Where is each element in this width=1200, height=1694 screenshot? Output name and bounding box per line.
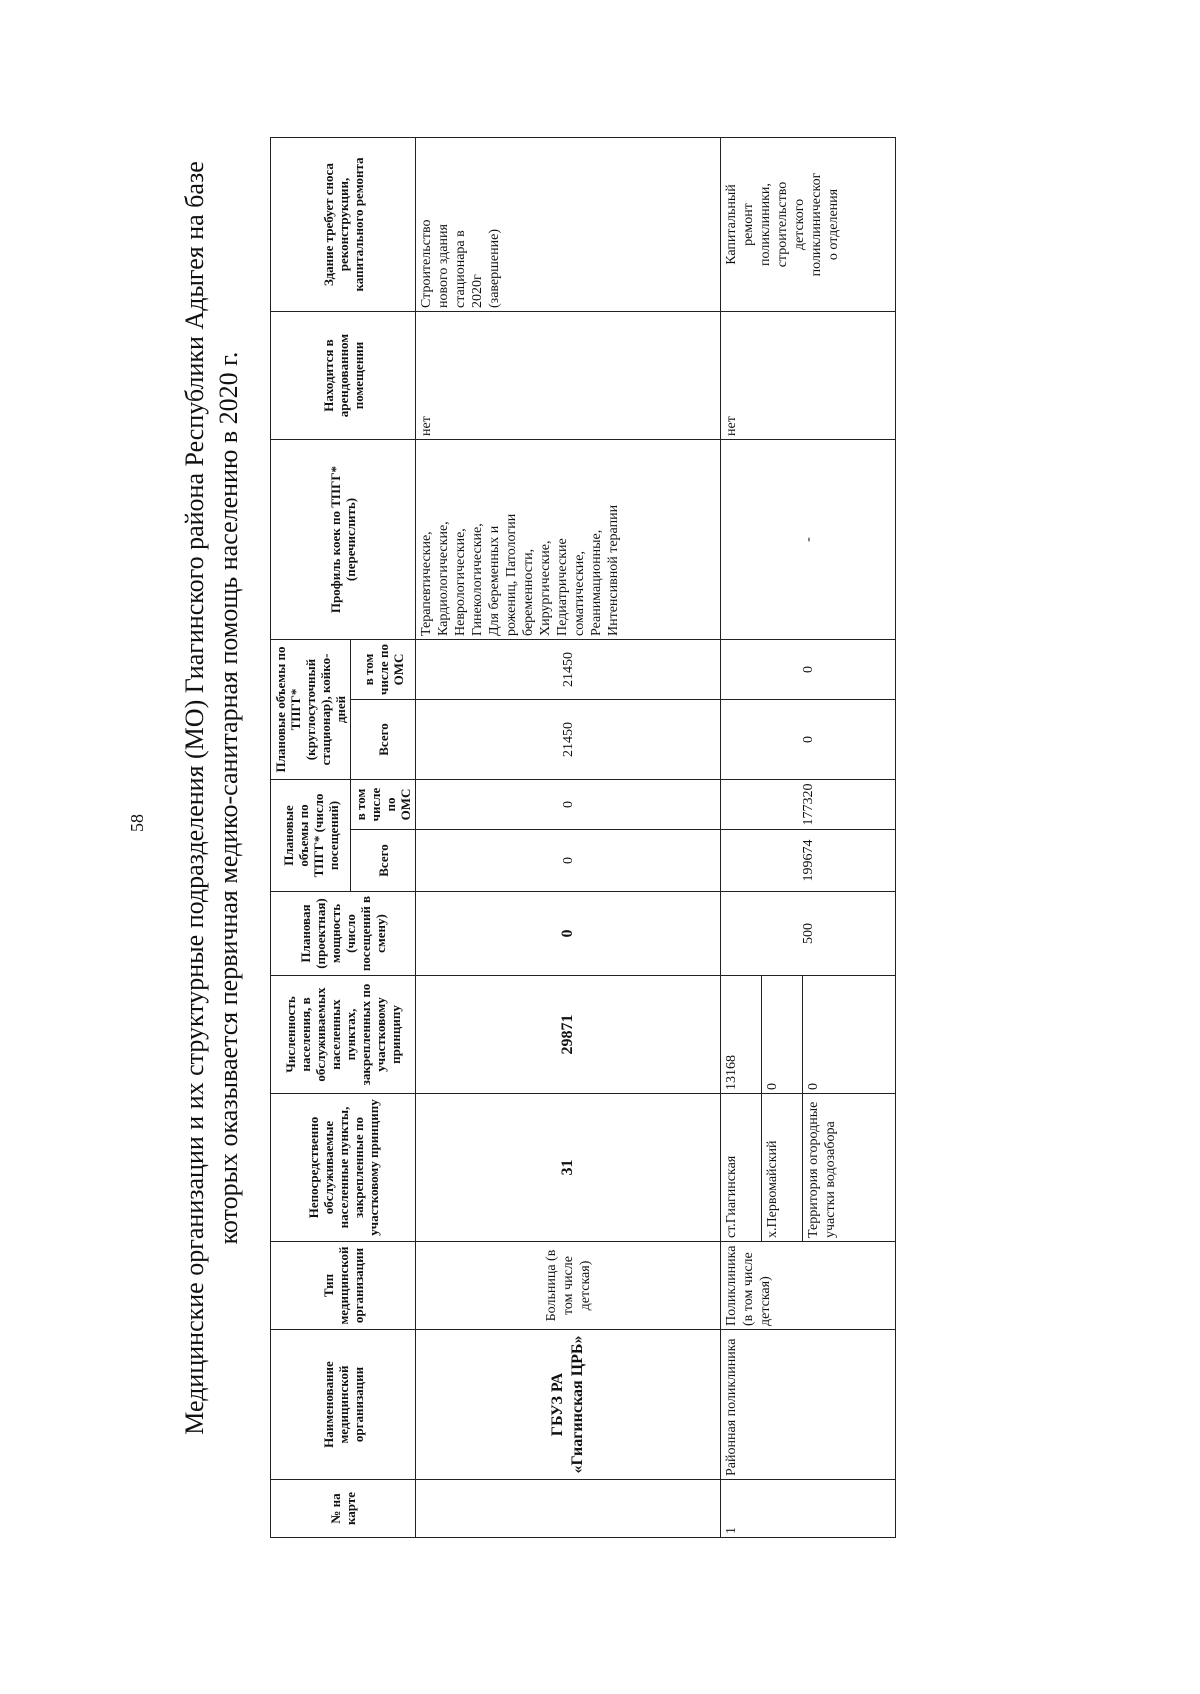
cell-visits-oms: 177320 bbox=[721, 780, 896, 830]
cell-beds-profile: - bbox=[721, 440, 896, 640]
reconstruction-line: детского bbox=[792, 198, 807, 251]
cell-settlements bbox=[721, 1094, 896, 1242]
cell-population bbox=[721, 976, 896, 1094]
header-row bbox=[271, 138, 351, 1538]
reconstruction-line: стационара в bbox=[453, 230, 468, 308]
beds-profile-line: Гинекологические, bbox=[470, 523, 485, 636]
header-visits-group: Плановые объемы по ТПГГ* (число посещений) bbox=[271, 780, 351, 892]
cell-capacity: 500 bbox=[721, 892, 896, 976]
header-type: Тип медицинской организации bbox=[271, 1242, 416, 1330]
header-name: Наименование медицинской организации bbox=[271, 1330, 416, 1480]
cell-visits-oms: 0 bbox=[416, 780, 721, 830]
cell-beddays-oms: 21450 bbox=[416, 640, 721, 700]
cell-visits-total: 0 bbox=[416, 830, 721, 892]
header-beddays-group: Плановые объемы по ТПГГ* (круглосуточный стационар), койко-дней bbox=[271, 640, 351, 780]
cell-rented: нет bbox=[721, 312, 896, 440]
reconstruction-line: строительство bbox=[775, 181, 790, 268]
settlement-item: Территория огородные участки водозабора bbox=[802, 1094, 843, 1241]
header-num: № на карте bbox=[271, 1480, 416, 1538]
cell-num bbox=[416, 1480, 721, 1538]
header-settlements: Непосредственно обслуживаемые населенные пункты, закрепленные по участковому принципу bbox=[271, 1094, 416, 1242]
header-visits-total: Всего bbox=[351, 830, 416, 892]
cell-beddays-total: 21450 bbox=[416, 700, 721, 780]
settlement-item: ст.Гиагинская bbox=[724, 1155, 739, 1238]
beds-profile-line: Интенсивной терапии bbox=[606, 504, 621, 636]
cell-type: Поликлиника (в том числе детская) bbox=[721, 1242, 896, 1330]
population-item: 0 bbox=[802, 976, 843, 1093]
beds-profile-line: соматические, bbox=[572, 551, 587, 636]
cell-visits-total: 199674 bbox=[721, 830, 896, 892]
header-visits-oms: в том числе по ОМС bbox=[351, 780, 416, 830]
table-row-hospital bbox=[416, 138, 721, 1538]
rotated-content bbox=[180, 58, 1195, 1538]
beds-profile-line: Для беременных и bbox=[487, 525, 502, 636]
header-beddays-total: Всего bbox=[351, 700, 416, 780]
document-title-line-2: которых оказывается первичная медико-санитарная помощь населению в 2020 г. bbox=[214, 351, 243, 1245]
cell-beddays-total: 0 bbox=[721, 700, 896, 780]
population-item: 13168 bbox=[724, 1055, 739, 1090]
cell-name: Районная поликлиника bbox=[721, 1330, 896, 1480]
cell-rented: нет bbox=[416, 312, 721, 440]
document-title-line-1: Медицинские организации и их структурные подразделения (МО) Гиагинского района Республики Адыгея на базе bbox=[180, 161, 209, 1435]
header-capacity: Плановая (проектная) мощность (число посещений в смену) bbox=[271, 892, 416, 976]
cell-beds-profile bbox=[416, 440, 721, 640]
beds-profile-line: Реанимационные, bbox=[589, 529, 604, 636]
population-item: 0 bbox=[761, 976, 802, 1093]
table-row-polyclinic bbox=[721, 138, 896, 1538]
cell-capacity: 0 bbox=[416, 892, 721, 976]
header-reconstruction: Здание требует сноса реконструкции, капитального ремонта bbox=[271, 138, 416, 312]
beds-profile-line: Кардиологические, bbox=[436, 521, 451, 636]
cell-beddays-oms: 0 bbox=[721, 640, 896, 700]
cell-type: Больница (в том числе детская) bbox=[416, 1242, 721, 1330]
reconstruction-line: Капитальный bbox=[724, 184, 739, 265]
beds-profile-line: беременности, bbox=[521, 548, 536, 636]
header-rented: Находится в арендованном помещении bbox=[271, 312, 416, 440]
cell-reconstruction bbox=[721, 138, 896, 312]
beds-profile-line: Педиатрические bbox=[555, 538, 570, 636]
reconstruction-line: Строительство bbox=[419, 219, 434, 308]
reconstruction-line: поликлиническог bbox=[809, 172, 824, 277]
reconstruction-line: ремонт bbox=[741, 203, 756, 246]
reconstruction-line: 2020г bbox=[470, 274, 485, 308]
cell-num: 1 bbox=[721, 1480, 896, 1538]
reconstruction-line: поликлиники, bbox=[758, 183, 773, 266]
reconstruction-line: (завершение) bbox=[487, 228, 502, 308]
cell-settlements: 31 bbox=[416, 1094, 721, 1242]
header-beds-profile: Профиль коек по ТПГГ* (перечислить) bbox=[271, 440, 416, 640]
settlement-item: х.Первомайский bbox=[761, 1094, 802, 1241]
beds-profile-line: Неврологические, bbox=[453, 528, 468, 636]
organizations-table bbox=[270, 137, 896, 1538]
beds-profile-line: Терапевтические, bbox=[419, 531, 434, 636]
cell-name: ГБУЗ РА «Гиагинская ЦРБ» bbox=[416, 1330, 721, 1480]
beds-profile-line: рожениц, Патологии bbox=[504, 513, 519, 636]
reconstruction-line: о отделения bbox=[826, 188, 841, 261]
beds-profile-line: Хирургические, bbox=[538, 540, 553, 636]
cell-population: 29871 bbox=[416, 976, 721, 1094]
cell-reconstruction bbox=[416, 138, 721, 312]
header-beddays-oms: в том числе по ОМС bbox=[351, 640, 416, 700]
page-number: 58 bbox=[127, 814, 147, 832]
reconstruction-line: нового здания bbox=[436, 224, 451, 308]
header-population: Численность населения, в обслуживаемых населенных пунктах, закрепленных по участковому принципу bbox=[271, 976, 416, 1094]
